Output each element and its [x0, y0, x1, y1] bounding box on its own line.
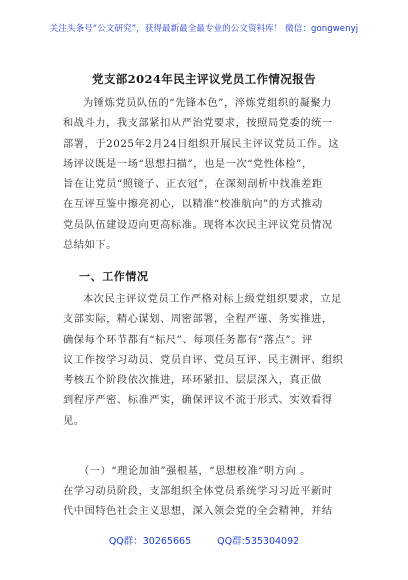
study-line: 代中国特色社会主义思想，深入领会党的全会精神，并结	[63, 506, 333, 518]
intro-line: 和战斗力，我支部紧扣从严治党要求，按照局党委的统一	[63, 118, 333, 130]
work-line: 本次民主评议党员工作严格对标上级党组织要求，立足	[83, 294, 342, 305]
intro-line: 旨在让党员“照镜子、正衣冠”，在深刻剖析中找准差距	[63, 179, 323, 191]
document-title: 党支部2024年民主评议党员工作情况报告	[91, 72, 316, 86]
intro-line: 部署，于2025年2月24日组织开展民主评议党员工作。这	[63, 138, 340, 150]
study-line: 在学习动员阶段，支部组织全体党员系统学习习近平新时	[63, 486, 333, 497]
subsection-heading: （一）“理论加油”强根基，“思想校准”明方向 。	[79, 466, 312, 477]
intro-paragraph	[63, 94, 355, 256]
intro-line: 为锤炼党员队伍的“先锋本色”，淬炼党组织的凝聚力	[83, 98, 332, 109]
section-heading: 一、工作情况	[79, 270, 149, 283]
study-paragraph	[63, 482, 355, 523]
footer-banner	[0, 533, 408, 547]
footer-qq-group-2: QQ群:535304092	[217, 536, 300, 547]
header-banner: 关注头条号“公文研究”，获得最新最全最专业的公文资料库！ 微信：gongwenyj	[49, 24, 359, 34]
work-line: 议工作按学习动员、党员自评、党员互评、民主测评、组织	[63, 354, 344, 366]
intro-line: 在互评互鉴中擦亮初心，以精准“校准航向”的方式推动	[63, 199, 323, 211]
footer-qq-group-1: QQ群：30265665	[108, 536, 192, 547]
work-line: 支部实际，精心谋划、周密部署，全程严谨、务实推进，	[63, 314, 333, 326]
work-line: 见。	[63, 415, 85, 427]
intro-line: 总结如下。	[63, 240, 117, 252]
work-line: 确保每个环节都有“标尺”、每项任务都有“落点”。评	[63, 334, 313, 346]
intro-line: 党员队伍建设迈向更高标准。现将本次民主评议党员情况	[63, 219, 333, 231]
work-line: 到程序严密、标准严实，确保评议不流于形式、实效看得	[63, 395, 333, 407]
intro-line: 场评议既是一场“思想扫描”，也是一次“党性体检”，	[63, 158, 313, 170]
work-line: 考核五个阶段依次推进，环环紧扣、层层深入，真正做	[63, 375, 322, 387]
work-paragraph	[63, 290, 355, 432]
